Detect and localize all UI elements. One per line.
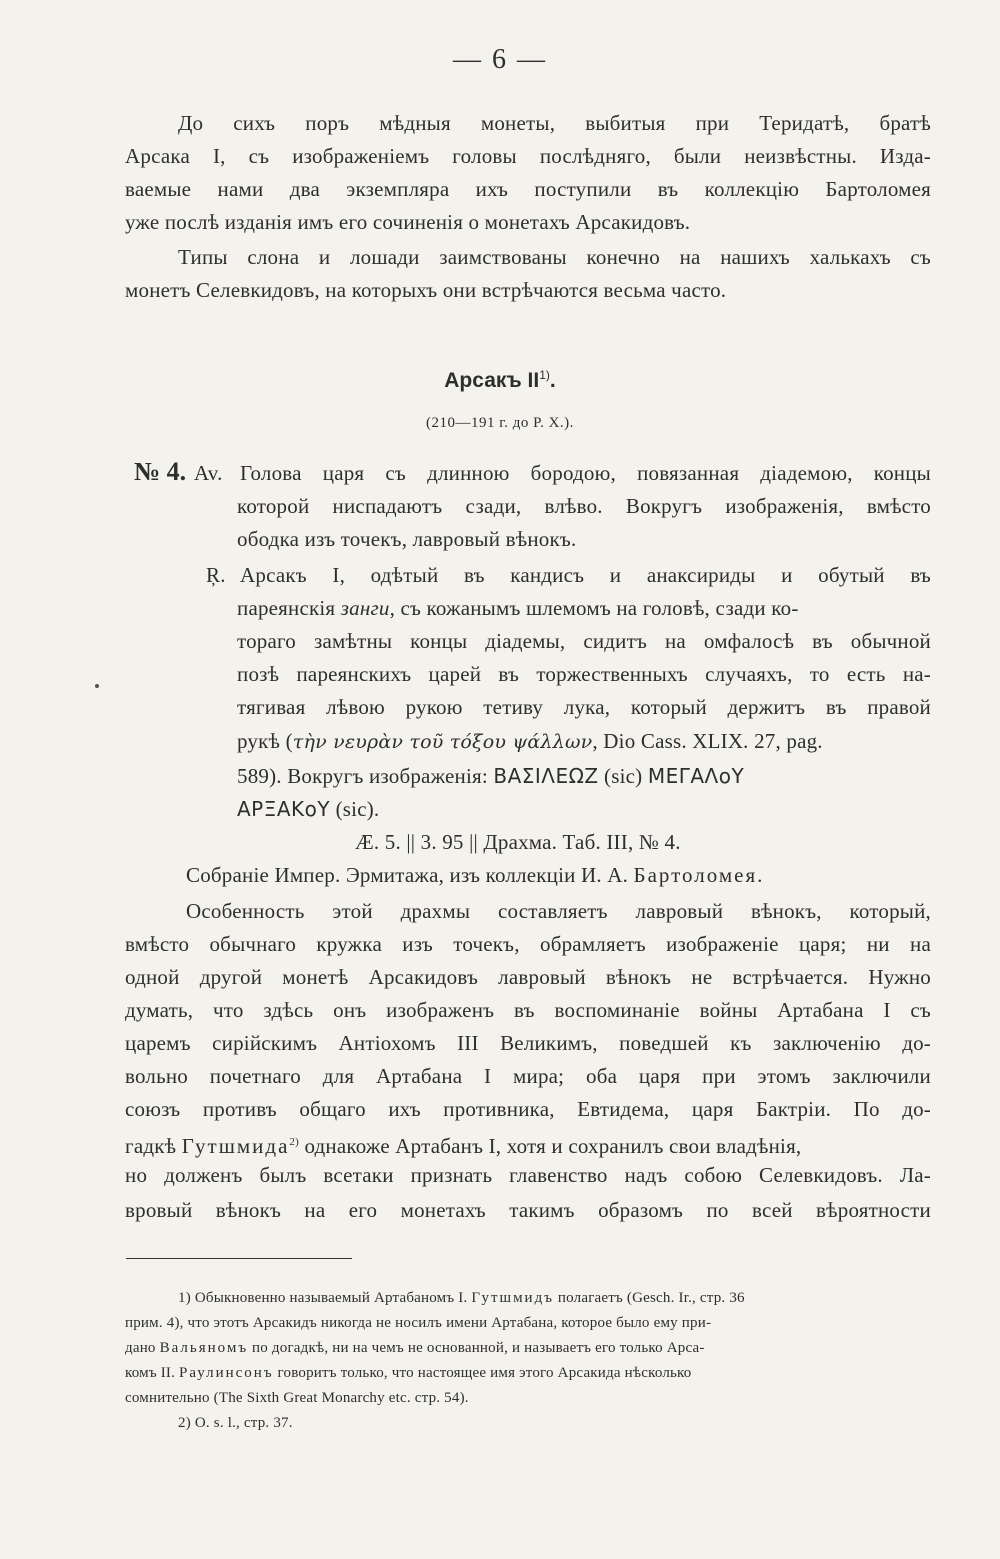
footnote-text: 1) Обыкновенно называемый Артабаномъ I. (178, 1290, 472, 1306)
obverse-label: Av. (194, 461, 223, 485)
footnote-name: Раулинсонъ (179, 1365, 274, 1381)
reverse-text: пареянскія (237, 596, 341, 620)
collection-name: Бартоломея. (633, 863, 765, 887)
print-speck (95, 684, 99, 688)
footnote-text: дано (125, 1340, 160, 1356)
obverse-line: ободка изъ точекъ, лавровый вѣнокъ. (237, 527, 577, 551)
reverse-line: тораго замѣтны концы діадемы, сидитъ на омфалосѣ въ обычной (237, 629, 931, 653)
intro-line: Типы слона и лошади заимствованы конечно на нашихъ халькахъ съ (178, 245, 931, 269)
body-line: вровый вѣнокъ на его монетахъ такимъ образомъ по всей вѣроятности (125, 1198, 931, 1222)
collection-line (186, 862, 764, 888)
footnote-1-line (125, 1338, 705, 1358)
intro-line: ваемые нами два экземпляра ихъ поступили въ коллекцію Бартоломея (125, 177, 931, 201)
body-line (125, 1129, 801, 1159)
footnote-rule (126, 1258, 352, 1259)
footnote-name: Вальяномъ (159, 1340, 249, 1356)
body-line: одной другой монетѣ Арсакидовъ лавровый вѣнокъ не встрѣчается. Нужно (125, 965, 931, 989)
reverse-line (237, 728, 823, 755)
footnote-1-line: сомнительно (The Sixth Great Monarchy etc. стр. 54). (125, 1390, 469, 1406)
reverse-line (237, 796, 379, 822)
obverse-line: Голова царя съ длинною бородою, повязанная діадемою, концы (240, 461, 931, 485)
footnote-2: 2) O. s. l., стр. 37. (178, 1415, 293, 1431)
body-text: однакоже Артабанъ I, хотя и сохранилъ свои владѣнія, (299, 1134, 802, 1158)
reverse-italic-word: занги (340, 596, 390, 620)
reverse-line (237, 763, 744, 789)
page-number: — 6 — (453, 44, 547, 75)
intro-line: уже послѣ изданія имъ его сочиненія о монетахъ Арсакидовъ. (125, 210, 691, 234)
intro-line: Арсака I, съ изображеніемъ головы послѣдняго, были неизвѣстны. Изда- (125, 144, 931, 168)
reverse-text: , съ кожанымъ шлемомъ на головѣ, сзади ко- (389, 596, 799, 620)
body-line: вольно почетнаго для Артабана I мира; оба царя при этомъ заключили (125, 1064, 931, 1088)
footnote-name: Гутшмидъ (471, 1290, 554, 1306)
footnote-text: по догадкѣ, ни на чемъ не основанной, и называетъ его только Арса- (248, 1340, 705, 1356)
coin-legend: ΜΕΓΑΛοΥ (647, 764, 745, 788)
coin-legend: ΒΑΣΙΛΕΩΖ (493, 764, 599, 788)
reverse-line: позѣ пареянскихъ царей въ торжественныхъ случаяхъ, то есть на- (237, 662, 931, 686)
footnote-1-line: прим. 4), что этотъ Арсакидъ никогда не носилъ имени Артабана, которое было ему при- (125, 1315, 712, 1331)
body-line: вмѣсто обычнаго кружка изъ точекъ, обрамляетъ изображеніе царя; ни на (125, 932, 931, 956)
heading-text: Арсакъ II (444, 369, 540, 392)
reign-dates: (210—191 г. до Р. Х.). (426, 415, 574, 431)
collection-text: Собраніе Импер. Эрмитажа, изъ коллекціи И. А. (186, 863, 634, 887)
footnote-1-line (125, 1363, 691, 1383)
reverse-label: Ŗ. (206, 563, 226, 587)
footnote-text: комъ II. (125, 1365, 180, 1381)
intro-line: До сихъ поръ мѣдныя монеты, выбитыя при Теридатѣ, братѣ (178, 111, 931, 135)
body-line: Особенность этой драхмы составляетъ лавровый вѣнокъ, который, (186, 899, 931, 923)
reverse-line: тягивая лѣвою рукою тетиву лука, который держитъ въ правой (237, 695, 931, 719)
body-text: гадкѣ (125, 1134, 182, 1158)
entry-number: № 4. (134, 457, 187, 486)
greek-quote: τὴν νευρὰν τοῦ τόξου ψάλλων (292, 731, 593, 753)
body-line: союзъ противъ общаго ихъ противника, Евтидема, царя Бактріи. По до- (125, 1097, 931, 1121)
reverse-text: 589). Вокругъ изображенія: (237, 764, 494, 788)
body-line: думать, что здѣсь онъ изображенъ въ воспоминаніе войны Артабана I съ (125, 998, 931, 1022)
heading-footnote-ref: 1) (539, 368, 550, 382)
author-name: Гутшмида (181, 1134, 290, 1158)
footnote-text: полагаетъ (Gesch. Ir., стр. 36 (553, 1290, 745, 1306)
coin-legend: ΑΡΞΑΚοΥ (237, 797, 331, 821)
reverse-text: рукѣ ( (237, 729, 293, 753)
reverse-text: (sic) (598, 764, 648, 788)
obverse-line: которой ниспадаютъ сзади, влѣво. Вокругъ изображенія, вмѣсто (237, 494, 931, 518)
coin-specs: Æ. 5. || 3. 95 || Драхма. Таб. III, № 4. (355, 830, 681, 854)
footnote-1 (178, 1288, 745, 1308)
heading-suffix: . (549, 369, 556, 392)
footnote-text: говоритъ только, что настоящее имя этого Арсакида нѣсколько (273, 1365, 692, 1381)
body-line: царемъ сирійскимъ Антіохомъ III Великимъ, поведшей къ заключенію до- (125, 1031, 931, 1055)
intro-line: монетъ Селевкидовъ, на которыхъ они встрѣчаются весьма часто. (125, 278, 727, 302)
reverse-line (237, 595, 931, 621)
reverse-line: Арсакъ I, одѣтый въ кандисъ и анаксириды и обутый въ (240, 563, 931, 587)
reverse-text: (sic). (330, 797, 380, 821)
body-line: но долженъ былъ всетаки признать главенство надъ собою Селевкидовъ. Ла- (125, 1163, 931, 1187)
reverse-text: , Dio Cass. XLIX. 27, pag. (592, 729, 823, 753)
footnote-ref: 2) (289, 1136, 299, 1148)
section-heading (0, 368, 1000, 393)
